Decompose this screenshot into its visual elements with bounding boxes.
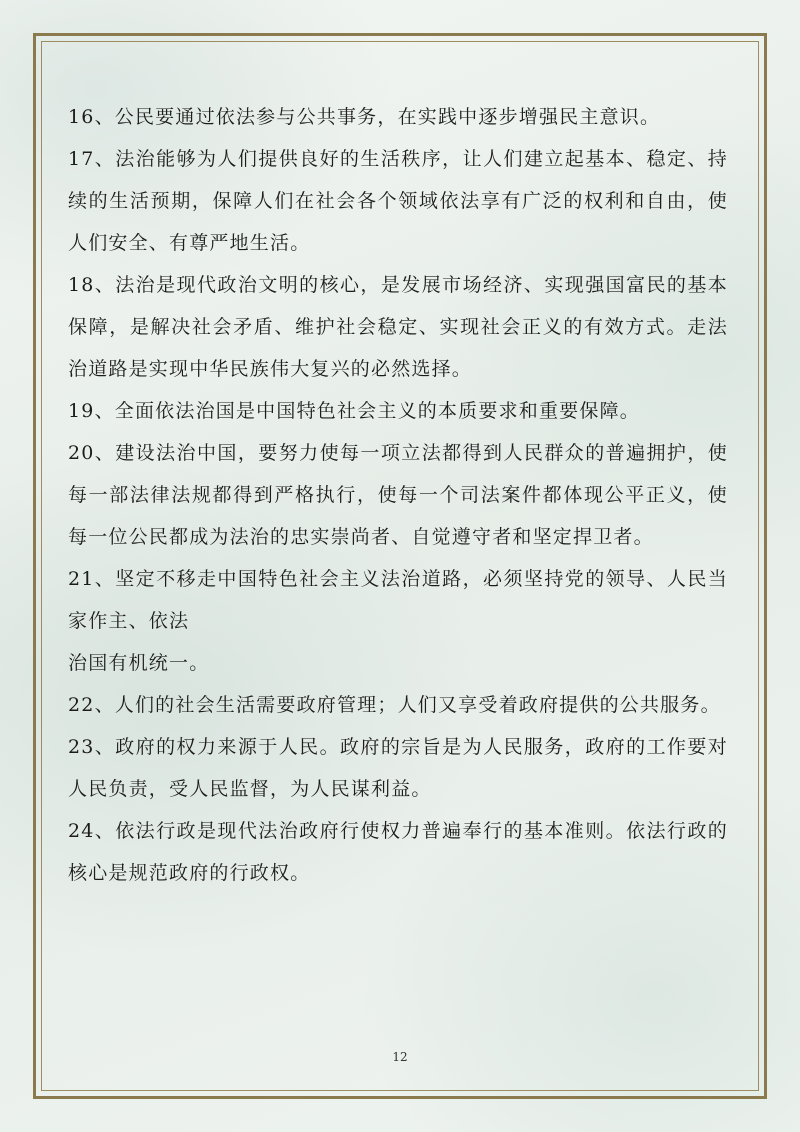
paragraph-18: 18、法治是现代政治文明的核心，是发展市场经济、实现强国富民的基本保障，是解决社会矛盾、维护社会稳定、实现社会正义的有效方式。走法治道路是实现中华民族伟大复兴的必然选择。 (68, 274, 728, 380)
paragraph-16: 16、公民要通过依法参与公共事务，在实践中逐步增强民主意识。 (68, 106, 661, 128)
paragraph-21: 21、坚定不移走中国特色社会主义法治道路，必须坚持党的领导、人民当家作主、依法 (68, 568, 728, 632)
paragraph-23: 23、政府的权力来源于人民。政府的宗旨是为人民服务，政府的工作要对人民负责，受人民监督，为人民谋利益。 (68, 736, 728, 800)
paragraph-21-continued: 治国有机统一。 (68, 652, 210, 674)
paragraph-24: 24、依法行政是现代法治政府行使权力普遍奉行的基本准则。依法行政的核心是规范政府的行政权。 (68, 820, 728, 884)
page-number: 12 (392, 1050, 408, 1064)
paragraph-20: 20、建设法治中国，要努力使每一项立法都得到人民群众的普遍拥护，使每一部法律法规都得到严格执行，使每一个司法案件都体现公平正义，使每一位公民都成为法治的忠实崇尚者、自觉遵守者和坚定捍卫者。 (68, 442, 728, 548)
paragraph-17: 17、法治能够为人们提供良好的生活秩序，让人们建立起基本、稳定、持续的生活预期，保障人们在社会各个领域依法享有广泛的权利和自由，使人们安全、有尊严地生活。 (68, 148, 728, 254)
paragraph-22: 22、人们的社会生活需要政府管理；人们又享受着政府提供的公共服务。 (68, 694, 721, 716)
paragraph-19: 19、全面依法治国是中国特色社会主义的本质要求和重要保障。 (68, 400, 640, 422)
document-body (68, 96, 728, 894)
